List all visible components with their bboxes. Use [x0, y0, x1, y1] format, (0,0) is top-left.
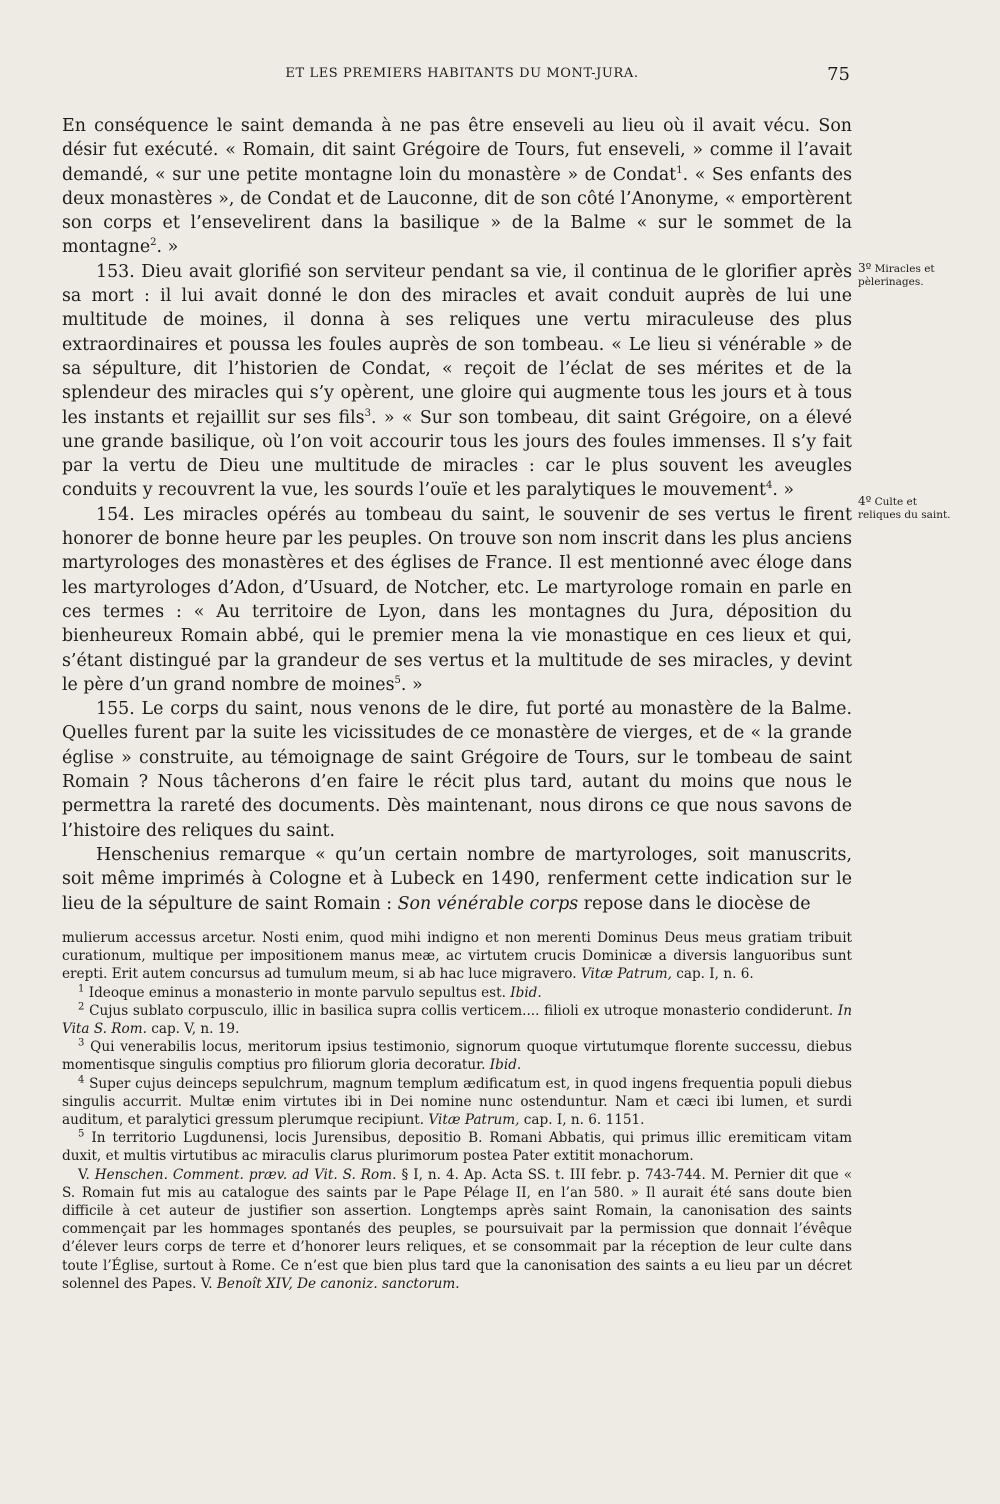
footnote-1: $^1$ Ideoque eminus a monasterio in monte parvulo sepultus est. Ibid. — [78, 983, 542, 1001]
sidenote-culte: 4º Culte et reliques du saint. — [858, 494, 951, 521]
footnote-2: $^2$ Cujus sublato corpusculo, illic in basilica supra collis verticem.... filioli ex utroque monasterio condiderunt. In Vita S. Rom. cap. V, n. 19. — [62, 1001, 852, 1038]
paragraph-154: 154. Les miracles opérés au tombeau du saint, le souvenir de ses vertus le firent honorer de bonne heure par les peuples. On trouve son nom inscrit dans les plus anciens martyrologes des monastères et des églises de France. Il est mentionné avec éloge dans les martyrologes d’Adon, d’Usuard, de Notcher, etc. Le martyrologe romain en parle en ces termes : « Au territoire de Lyon, dans les montagnes du Jura, déposition du bienheureux Romain abbé, qui le premier mena la vie monastique en ces lieux et qui, s’étant distingué par la grandeur de ses vertus et la multitude de ses miracles, y devint le père d’un grand nombre de moines$^5$. » — [62, 504, 852, 695]
footnote-3: $^3$ Qui venerabilis locus, meritorum ipsius testimonio, signorum quoque virtutumque florente successu, diebus momentisque singulis comptius pro filiorum gloria decoratur. Ibid. — [62, 1037, 852, 1074]
footnote-ref-1: 1 — [676, 164, 683, 176]
footnote-ref-4: 4 — [765, 480, 773, 492]
footnote-ref-2: 2 — [150, 237, 157, 249]
paragraph-henschenius: Henschenius remarque « qu’un certain nombre de martyrologes, soit manuscrits, soit même imprimés à Cologne et à Lubeck en 1490, renferment cette indication sur le lieu de la sépulture de saint Romain : Son vénérable corps repose dans le diocèse de — [62, 844, 852, 914]
footnote-ref-3: 3 — [364, 407, 371, 419]
paragraph-153: 153. Dieu avait glorifié son serviteur pendant sa vie, il continua de le glorifier après sa mort : il lui avait donné le don des miracles et avait conduit auprès de lui une multitude de moines, il donna à ses reliques une vertu miraculeuse des plus extraordinaires et poussa les foules auprès de son tombeau. « Le lieu si vénérable » de sa sépulture, dit l’historien de Condat, « reçoit de l’éclat de ses mérites et de la splendeur des miracles qui s’y opèrent, une gloire qui augmente tous les jours et à tous les instants et rejaillit sur ses fils$^3$. » « Sur son tombeau, dit saint Grégoire, on a élevé une grande basilique, où l’on voit accourir tous les jours des foules immenses. Il s’y fait par la vertu de Dieu une multitude de miracles : car le plus souvent les aveugles conduits y recouvrent la vue, les sourds l’ouïe et les paralytiques le mouvement$^4$. » — [62, 261, 852, 501]
sidenote-miracles: 3º Miracles et pèlerinages. — [858, 261, 935, 288]
footnote-final: V. Henschen. Comment. præv. ad Vit. S. Rom. § I, n. 4. Ap. Acta SS. t. III febr. p. 743-744. M. Pernier dit que « S. Romain fut mis au catalogue des saints par le Pape Pélage II, en l’an 580. » Il aurait été sans doute bien difficile à cet auteur de justifier son assertion. Longtemps après saint Romain, la canonisation des saints commençait par les hommages spontanés des peuples, se poursuivait par la permission que donnait l’évêque d’élever leurs corps de terre et d’honorer leurs reliques, et se consommait par la réception de leur culte dans toute l’Église, surtout à Rome. Ce n’est que bien plus tard que la canonisation des saints a eu lieu par un décret solennel des Papes. V. Benoît XIV, De canoniz. sanctorum. — [62, 1166, 853, 1292]
running-title: ET LES PREMIERS HABITANTS DU MONT-JURA. — [285, 66, 639, 81]
paragraph-intro: En conséquence le saint demanda à ne pas être enseveli au lieu où il avait vécu. Son désir fut exécuté. « Romain, dit saint Grégoire de Tours, fut enseveli, » comme il l’avait demandé, « sur une petite montagne loin du monastère » de Condat$^1$. « Ses enfants des deux monastères », de Condat et de Lauconne, dit de son côté l’Anonyme, « emportèrent son corps et l’ensevelirent dans la basilique » de la Balme « sur le sommet de la montagne$^2$. » — [62, 116, 853, 258]
paragraph-155: 155. Le corps du saint, nous venons de le dire, fut porté au monastère de la Balme. Quelles furent par la suite les vicissitudes de ce monastère de vierges, et de « la grande église » construite, au témoignage de saint Grégoire de Tours, sur le tombeau de saint Romain ? Nous tâcherons d’en faire le récit plus tard, autant du moins que nous le permettra la rareté des documents. Dès maintenant, nous dirons ce que nous savons de l’histoire des reliques du saint. — [62, 699, 852, 841]
footnote-5: $^5$ In territorio Lugdunensi, locis Jurensibus, depositio B. Romani Abbatis, qui primus illic eremiticam vitam duxit, et multis virtutibus ac miraculis clarus plurimorum postea Pater extitit monachorum. — [62, 1128, 852, 1165]
footnote-4: $^4$ Super cujus deinceps sepulchrum, magnum templum ædificatum est, in quod ingens frequentia populi diebus singulis accurrit. Multæ enim virtutes ibi in Dei nomine nunc ostenduntur. Nam et cæci ibi lumen, et surdi auditum, et paralytici gressum plerumque recipiunt. Vitæ Patrum, cap. I, n. 6. 1151. — [62, 1074, 852, 1129]
main-text — [62, 114, 852, 916]
page-number: 75 — [827, 64, 850, 85]
footnote-ref-5: 5 — [394, 675, 401, 687]
footnotes — [62, 929, 852, 1293]
footnote-continuation: mulierum accessus arcetur. Nosti enim, quod mihi indigno et non merenti Dominus Deus meus gratiam tribuit curationum, multique per impositionem manus meæ, ac virtutem crucis Dominicæ a diversis languoribus sunt erepti. Erit autem concursus ad tumulum meum, si ab hac luce migravero. Vitæ Patrum, cap. I, n. 6. — [62, 930, 852, 983]
